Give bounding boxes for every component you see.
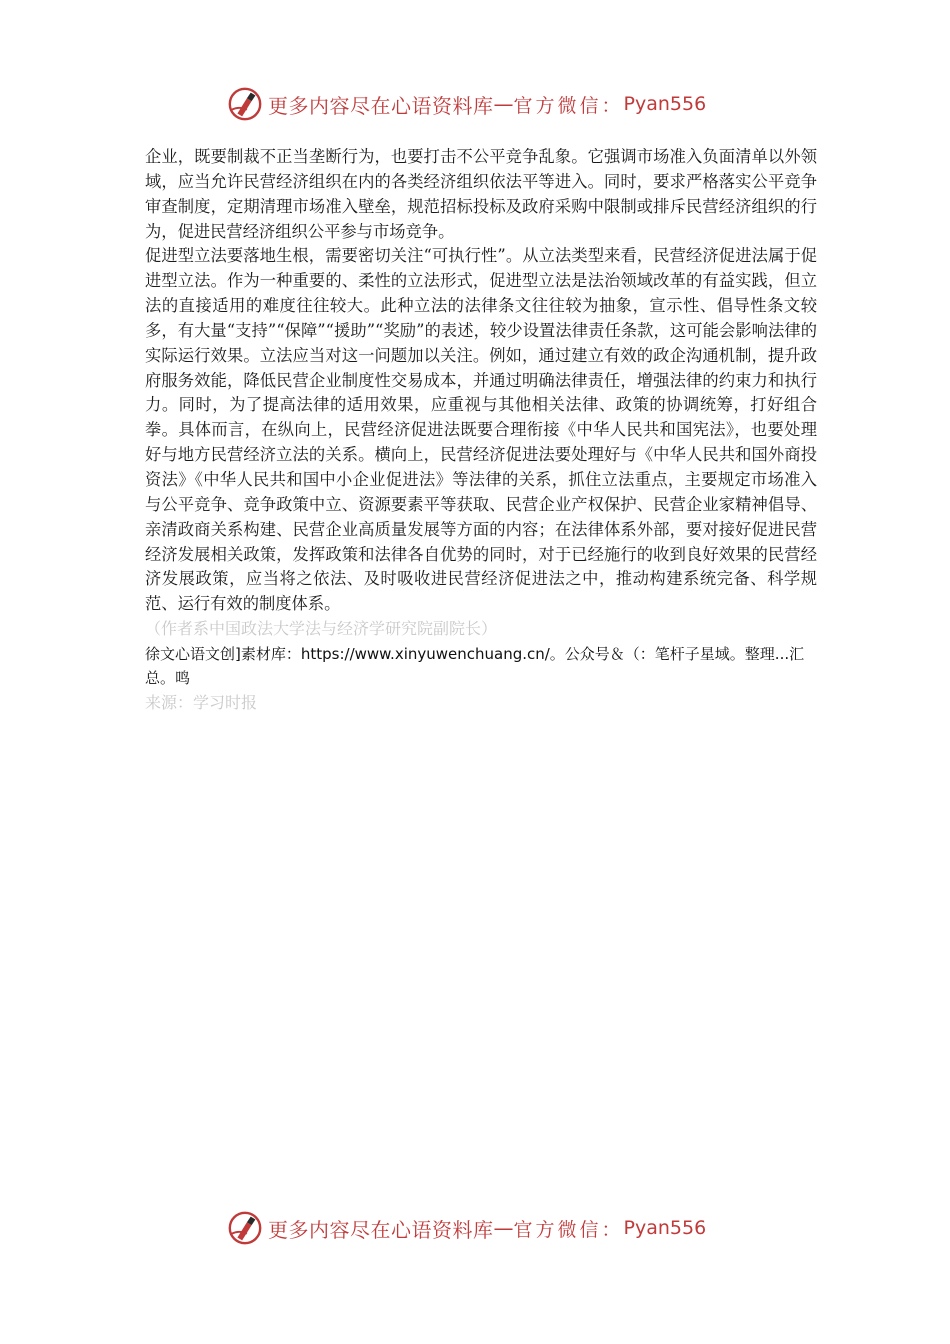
pen-nib-logo-icon xyxy=(226,85,264,123)
banner-wechat-id: Pyan556 xyxy=(623,1217,707,1239)
source-line: 来源：学习时报 xyxy=(145,692,258,712)
footer-banner xyxy=(226,1208,706,1248)
banner-wechat-label: 官方微信： xyxy=(513,94,624,117)
article-body xyxy=(145,145,817,716)
pen-nib-logo-icon xyxy=(226,1209,264,1247)
promo-line: 徐文心语文创]素材库：https://www.xinyuwenchuang.cn/。公众号＆（：笔杆子星域。整理...汇总。鸣 xyxy=(145,644,805,687)
banner-wechat-id: Pyan556 xyxy=(623,93,707,115)
banner-title: 更多内容尽在心语资料库 xyxy=(268,93,494,118)
banner-wechat-label: 官方微信： xyxy=(513,1218,624,1241)
article-paragraph-1: 企业，既要制裁不正当垄断行为，也要打击不公平竞争乱象。它强调市场准入负面清单以外领域，应当允许民营经济组织在内的各类经济组织依法平等进入。同时，要求严格落实公平竞争审查制度，定期清理市场准入壁垒，规范招标投标及政府采购中限制或排斥民营经济组织的行为，促进民营经济组织公平参与市场竞争。 xyxy=(145,147,817,241)
banner-separator: — xyxy=(493,92,514,116)
banner-separator: — xyxy=(493,1216,514,1240)
banner-title: 更多内容尽在心语资料库 xyxy=(268,1217,494,1242)
author-note: （作者系中国政法大学法与经济学研究院副院长） xyxy=(145,619,498,639)
article-paragraph-2: 促进型立法要落地生根，需要密切关注“可执行性”。从立法类型来看，民营经济促进法属于促进型立法。作为一种重要的、柔性的立法形式，促进型立法是法治领域改革的有益实践，但立法的直接适用的难度往往较大。此种立法的法律条文往往较为抽象，宣示性、倡导性条文较多，有大量“支持”“保障”“援助”“奖励”的表述，较少设置法律责任条款，这可能会影响法律的实际运行效果。立法应当对这一问题加以关注。例如，通过建立有效的政企沟通机制，提升政府服务效能，降低民营企业制度性交易成本，并通过明确法律责任，增强法律的约束力和执行力。同时，为了提高法律的适用效果，应重视与其他相关法律、政策的协调统筹，打好组合拳。具体而言，在纵向上，民营经济促进法既要合理衔接《中华人民共和国宪法》，也要处理好与地方民营经济立法的关系。横向上，民营经济促进法要处理好与《中华人民共和国外商投资法》《中华人民共和国中小企业促进法》等法律的关系，抓住立法重点，主要规定市场准入与公平竞争、竞争政策中立、资源要素平等获取、民营企业产权保护、民营企业家精神倡导、亲清政商关系构建、民营企业高质量发展等方面的内容；在法律体系外部，要对接好促进民营经济发展相关政策，发挥政策和法律各自优势的同时，对于已经施行的收到良好效果的民营经济发展政策，应当将之依法、及时吸收进民营经济促进法之中，推动构建系统完备、科学规范、运行有效的制度体系。 xyxy=(145,246,817,614)
header-banner xyxy=(226,84,706,124)
